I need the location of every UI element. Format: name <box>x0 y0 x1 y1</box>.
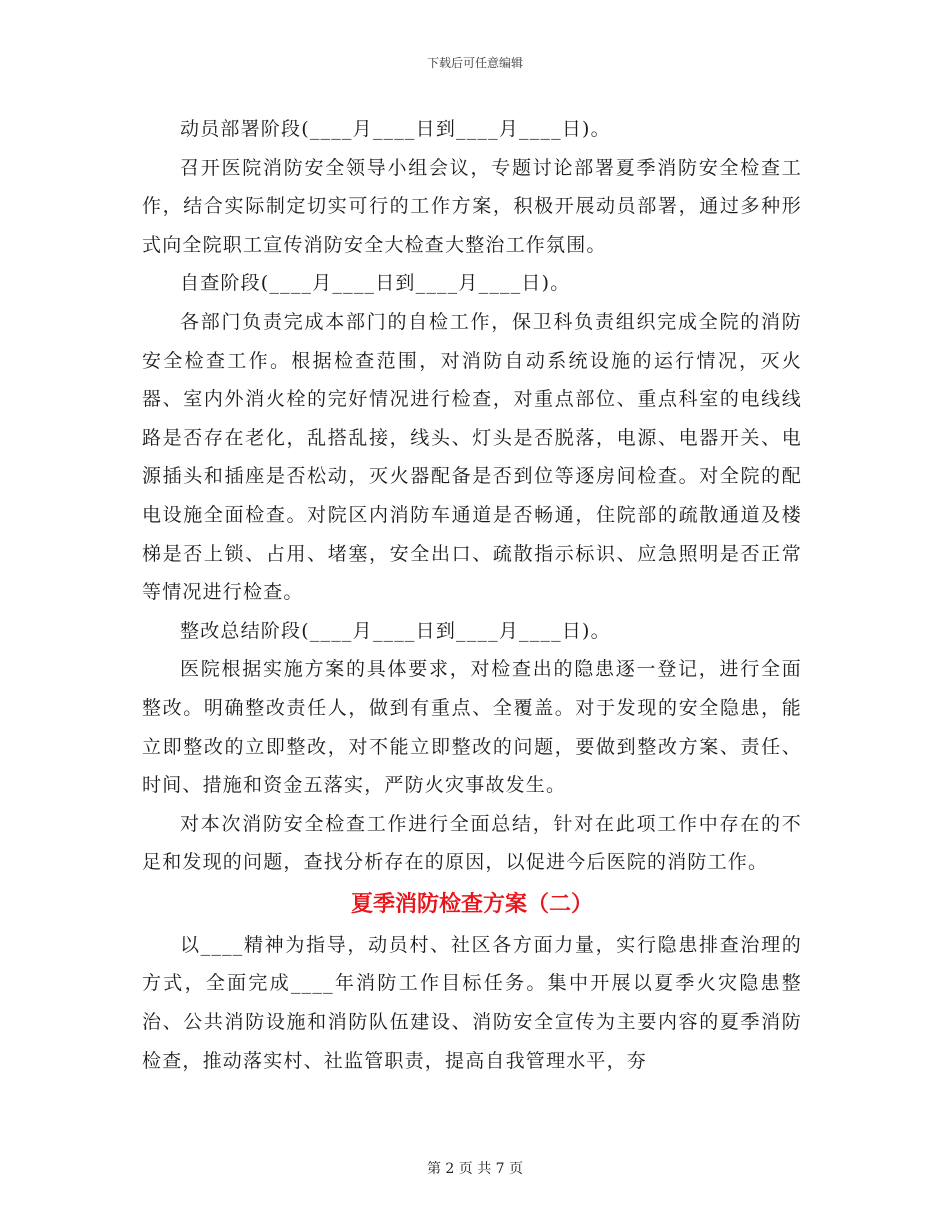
stage-heading-mobilization: 动员部署阶段(____月____日到____月____日)。 <box>180 118 611 140</box>
stage-heading-self-inspection: 自查阶段(____月____日到____月____日)。 <box>180 272 571 295</box>
paragraph-section2-intro: 以____精神为指导，动员村、社区各方面力量，实行隐患排查治理的方式，全面完成____年消防工作目标任务。集中开展以夏季火灾隐患整治、公共消防设施和消防队伍建设、消防安全宣传为主要内容的夏季消防检查，推动落实村、社监管职责，提高自我管理水平，夯 <box>142 933 802 1072</box>
paragraph-self-inspection: 各部门负责完成本部门的自检工作，保卫科负责组织完成全院的消防安全检查工作。根据检查范围，对消防自动系统设施的运行情况，灭火器、室内外消火栓的完好情况进行检查，对重点部位、重点科室的电线线路是否存在老化，乱搭乱接，线头、灯头是否脱落，电源、电器开关、电源插头和插座是否松动，灭火器配备是否到位等逐房间检查。对全院的配电设施全面检查。对院区内消防车通道是否畅通，住院部的疏散通道及楼梯是否上锁、占用、堵塞，安全出口、疏散指示标识、应急照明是否正常等情况进行检查。 <box>142 310 802 604</box>
page-header: 下载后可任意编辑 <box>426 56 523 70</box>
paragraph-mobilization: 召开医院消防安全领导小组会议，专题讨论部署夏季消防安全检查工作，结合实际制定切实可行的工作方案，积极开展动员部署，通过多种形式向全院职工宣传消防安全大检查大整治工作氛围。 <box>142 156 802 256</box>
page-footer: 第 2 页 共 7 页 <box>426 1161 524 1177</box>
stage-heading-rectification: 整改总结阶段(____月____日到____月____日)。 <box>180 619 611 642</box>
section-title: 夏季消防检查方案（二） <box>350 891 593 917</box>
paragraph-summary: 对本次消防安全检查工作进行全面总结，针对在此项工作中存在的不足和发现的问题，查找分析存在的原因，以促进今后医院的消防工作。 <box>142 812 802 874</box>
document-body <box>142 110 802 1080</box>
paragraph-rectification: 医院根据实施方案的具体要求，对检查出的隐患逐一登记，进行全面整改。明确整改责任人，做到有重点、全覆盖。对于发现的安全隐患，能立即整改的立即整改，对不能立即整改的问题，要做到整改方案、责任、时间、措施和资金五落实，严防火灾事故发生。 <box>142 658 802 797</box>
